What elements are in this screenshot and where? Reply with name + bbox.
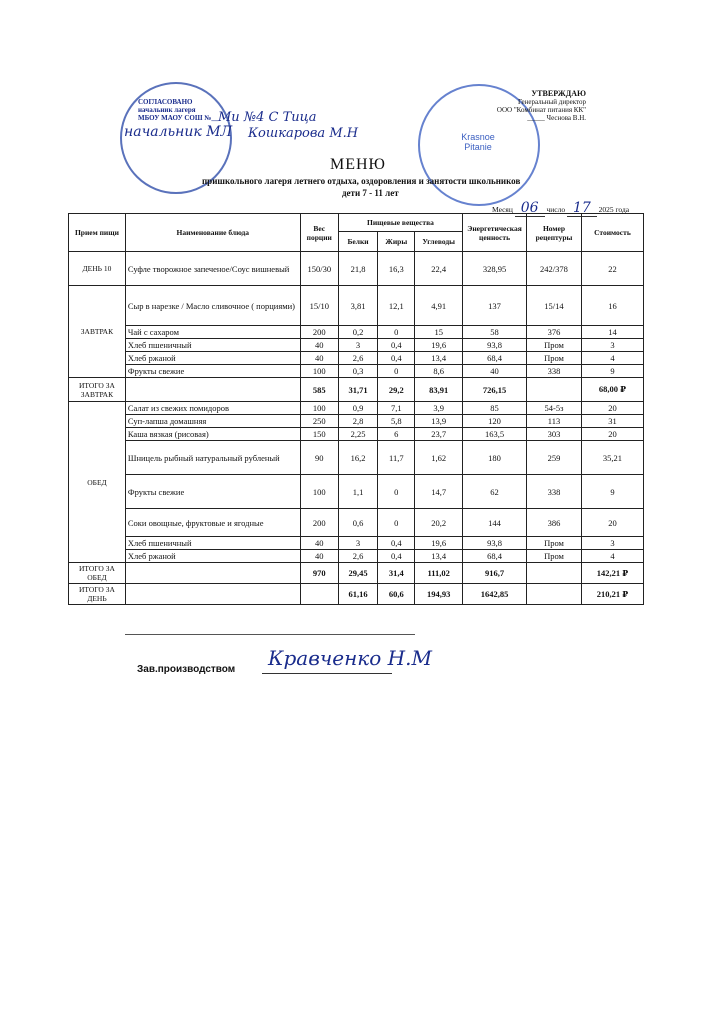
empty-cell bbox=[125, 378, 300, 402]
dish-weight: 150 bbox=[300, 428, 338, 441]
total-recipe bbox=[527, 584, 582, 605]
dish-carbs: 13,9 bbox=[415, 415, 463, 428]
dish-energy: 137 bbox=[462, 286, 526, 326]
dish-price: 4 bbox=[581, 352, 643, 365]
dish-carbs: 13,4 bbox=[415, 550, 463, 563]
dish-fat: 0,4 bbox=[378, 550, 415, 563]
dish-fat: 0 bbox=[378, 509, 415, 537]
dish-recipe: 303 bbox=[527, 428, 582, 441]
dish-energy: 120 bbox=[462, 415, 526, 428]
dish-energy: 93,8 bbox=[462, 339, 526, 352]
day-label: число bbox=[546, 205, 566, 214]
dish-protein: 2,6 bbox=[338, 550, 377, 563]
dish-name: Суп-лапша домашняя bbox=[125, 415, 300, 428]
lunch-label: ОБЕД bbox=[69, 402, 126, 563]
dish-recipe: 15/14 bbox=[527, 286, 582, 326]
dish-name: Хлеб ржаной bbox=[125, 352, 300, 365]
dish-carbs: 23,7 bbox=[415, 428, 463, 441]
dish-protein: 0,2 bbox=[338, 326, 377, 339]
empty-cell bbox=[125, 563, 300, 584]
footer-signature: Кравченко Н.М bbox=[268, 646, 432, 670]
right-stamp-text bbox=[436, 90, 586, 122]
dish-energy: 328,95 bbox=[462, 252, 526, 286]
signature-line bbox=[262, 673, 392, 674]
dish-fat: 0 bbox=[378, 326, 415, 339]
left-stamp-line-2: начальник лагеря bbox=[138, 106, 196, 114]
dish-recipe: 259 bbox=[527, 441, 582, 475]
dish-fat: 0,4 bbox=[378, 339, 415, 352]
menu-table bbox=[68, 213, 644, 605]
table-row bbox=[69, 415, 644, 428]
right-stamp-line-1: УТВЕРЖДАЮ bbox=[531, 89, 586, 98]
dish-weight: 100 bbox=[300, 475, 338, 509]
dish-price: 3 bbox=[581, 339, 643, 352]
dish-carbs: 19,6 bbox=[415, 537, 463, 550]
dish-weight: 40 bbox=[300, 537, 338, 550]
dish-fat: 0,4 bbox=[378, 537, 415, 550]
dish-fat: 12,1 bbox=[378, 286, 415, 326]
year-label: 2025 года bbox=[598, 205, 630, 214]
total-energy: 916,7 bbox=[462, 563, 526, 584]
dish-protein: 1,1 bbox=[338, 475, 377, 509]
dish-price: 9 bbox=[581, 365, 643, 378]
total-protein: 29,45 bbox=[338, 563, 377, 584]
dish-recipe: Пром bbox=[527, 352, 582, 365]
table-row bbox=[69, 286, 644, 326]
dish-carbs: 15 bbox=[415, 326, 463, 339]
day-label-cell: ДЕНЬ 10 bbox=[69, 252, 126, 286]
dish-name: Фрукты свежие bbox=[125, 365, 300, 378]
total-weight bbox=[300, 584, 338, 605]
approval-stamp-left-text bbox=[138, 98, 228, 122]
dish-price: 35,21 bbox=[581, 441, 643, 475]
dish-name: Хлеб ржаной bbox=[125, 550, 300, 563]
dish-protein: 3 bbox=[338, 537, 377, 550]
month-label: Месяц bbox=[492, 205, 513, 214]
dish-protein: 0,3 bbox=[338, 365, 377, 378]
dish-name: Хлеб пшеничный bbox=[125, 339, 300, 352]
left-stamp-handwriting-1: начальник МЛ bbox=[124, 124, 233, 140]
table-row-breakfast-total bbox=[69, 378, 644, 402]
total-protein: 61,16 bbox=[338, 584, 377, 605]
dish-carbs: 4,91 bbox=[415, 286, 463, 326]
dish-energy: 93,8 bbox=[462, 537, 526, 550]
dish-fat: 6 bbox=[378, 428, 415, 441]
right-stamp-line-2: Генеральный директор bbox=[518, 98, 586, 106]
day-value: 17 bbox=[567, 200, 597, 217]
dish-energy: 58 bbox=[462, 326, 526, 339]
table-row bbox=[69, 428, 644, 441]
total-price: 142,21 ₽ bbox=[581, 563, 643, 584]
header-energy: Энергетическая ценность bbox=[462, 214, 526, 252]
page-title: МЕНЮ bbox=[330, 156, 386, 173]
right-stamp-line-3: ООО "Комбинат питания КК" bbox=[496, 106, 586, 114]
table-row bbox=[69, 537, 644, 550]
dish-carbs: 1,62 bbox=[415, 441, 463, 475]
dish-price: 9 bbox=[581, 475, 643, 509]
dish-price: 16 bbox=[581, 286, 643, 326]
dish-price: 20 bbox=[581, 509, 643, 537]
dish-name: Фрукты свежие bbox=[125, 475, 300, 509]
dish-price: 31 bbox=[581, 415, 643, 428]
dish-fat: 7,1 bbox=[378, 402, 415, 415]
dish-fat: 0 bbox=[378, 475, 415, 509]
header-dish: Наименование блюда bbox=[125, 214, 300, 252]
dish-weight: 90 bbox=[300, 441, 338, 475]
day-total-label: ИТОГО ЗА ДЕНЬ bbox=[69, 584, 126, 605]
dish-name: Салат из свежих помидоров bbox=[125, 402, 300, 415]
dish-weight: 40 bbox=[300, 352, 338, 365]
dish-carbs: 20,2 bbox=[415, 509, 463, 537]
total-price: 210,21 ₽ bbox=[581, 584, 643, 605]
dish-protein: 0,6 bbox=[338, 509, 377, 537]
dish-energy: 144 bbox=[462, 509, 526, 537]
total-energy: 1642,85 bbox=[462, 584, 526, 605]
dish-name: Шницель рыбный натуральный рубленый bbox=[125, 441, 300, 475]
total-price: 68,00 ₽ bbox=[581, 378, 643, 402]
dish-price: 22 bbox=[581, 252, 643, 286]
header-fat: Жиры bbox=[378, 232, 415, 252]
dish-weight: 15/10 bbox=[300, 286, 338, 326]
total-carbs: 83,91 bbox=[415, 378, 463, 402]
table-row-day bbox=[69, 252, 644, 286]
dish-recipe: 376 bbox=[527, 326, 582, 339]
table-row-lunch-total bbox=[69, 563, 644, 584]
dish-recipe: 338 bbox=[527, 365, 582, 378]
dish-recipe: Пром bbox=[527, 550, 582, 563]
dish-fat: 16,3 bbox=[378, 252, 415, 286]
right-stamp-line-4: _____ Чеснова В.Н. bbox=[527, 114, 586, 122]
seal-center-text: Krasnoe Pitanie bbox=[461, 132, 495, 152]
dish-energy: 62 bbox=[462, 475, 526, 509]
left-stamp-handwriting-top: Ми №4 С Тица bbox=[218, 110, 317, 125]
total-recipe bbox=[527, 378, 582, 402]
total-carbs: 111,02 bbox=[415, 563, 463, 584]
dish-weight: 100 bbox=[300, 402, 338, 415]
dish-price: 14 bbox=[581, 326, 643, 339]
left-stamp-handwriting-2: Кошкарова М.Н bbox=[248, 126, 359, 141]
dish-protein: 3,81 bbox=[338, 286, 377, 326]
dish-name: Чай с сахаром bbox=[125, 326, 300, 339]
dish-weight: 40 bbox=[300, 550, 338, 563]
dish-recipe: Пром bbox=[527, 339, 582, 352]
dish-recipe: 242/378 bbox=[527, 252, 582, 286]
dish-protein: 16,2 bbox=[338, 441, 377, 475]
dish-protein: 2,8 bbox=[338, 415, 377, 428]
dish-recipe: 113 bbox=[527, 415, 582, 428]
breakfast-label: ЗАВТРАК bbox=[69, 286, 126, 378]
footer-rule bbox=[125, 634, 415, 635]
dish-name: Хлеб пшеничный bbox=[125, 537, 300, 550]
table-row bbox=[69, 475, 644, 509]
table-row-day-total bbox=[69, 584, 644, 605]
table-row bbox=[69, 509, 644, 537]
dish-price: 4 bbox=[581, 550, 643, 563]
dish-energy: 68,4 bbox=[462, 550, 526, 563]
breakfast-total-label: ИТОГО ЗА ЗАВТРАК bbox=[69, 378, 126, 402]
left-stamp-line-1: СОГЛАСОВАНО bbox=[138, 98, 193, 106]
header-carbs: Углеводы bbox=[415, 232, 463, 252]
page-subtitle-2: дети 7 - 11 лет bbox=[342, 188, 399, 198]
dish-carbs: 19,6 bbox=[415, 339, 463, 352]
dish-energy: 85 bbox=[462, 402, 526, 415]
dish-energy: 180 bbox=[462, 441, 526, 475]
table-row bbox=[69, 550, 644, 563]
dish-recipe: 54-5з bbox=[527, 402, 582, 415]
dish-carbs: 3,9 bbox=[415, 402, 463, 415]
dish-energy: 40 bbox=[462, 365, 526, 378]
dish-carbs: 14,7 bbox=[415, 475, 463, 509]
table-row bbox=[69, 402, 644, 415]
dish-recipe: 338 bbox=[527, 475, 582, 509]
dish-protein: 2,25 bbox=[338, 428, 377, 441]
dish-fat: 0 bbox=[378, 365, 415, 378]
total-fat: 31,4 bbox=[378, 563, 415, 584]
dish-protein: 21,8 bbox=[338, 252, 377, 286]
dish-recipe: Пром bbox=[527, 537, 582, 550]
dish-weight: 100 bbox=[300, 365, 338, 378]
page-subtitle-1: пришкольного лагеря летнего отдыха, оздоровления и занятости школьников bbox=[202, 176, 521, 186]
dish-weight: 250 bbox=[300, 415, 338, 428]
dish-fat: 0,4 bbox=[378, 352, 415, 365]
header-recipe: Номер рецептуры bbox=[527, 214, 582, 252]
dish-price: 20 bbox=[581, 402, 643, 415]
table-row bbox=[69, 365, 644, 378]
dish-energy: 68,4 bbox=[462, 352, 526, 365]
dish-price: 3 bbox=[581, 537, 643, 550]
total-recipe bbox=[527, 563, 582, 584]
dish-price: 20 bbox=[581, 428, 643, 441]
dish-fat: 5,8 bbox=[378, 415, 415, 428]
total-protein: 31,71 bbox=[338, 378, 377, 402]
table-row bbox=[69, 352, 644, 365]
dish-fat: 11,7 bbox=[378, 441, 415, 475]
total-carbs: 194,93 bbox=[415, 584, 463, 605]
dish-carbs: 22,4 bbox=[415, 252, 463, 286]
dish-name: Сыр в нарезке / Масло сливочное ( порциями) bbox=[125, 286, 300, 326]
dish-weight: 150/30 bbox=[300, 252, 338, 286]
dish-weight: 200 bbox=[300, 326, 338, 339]
total-weight: 970 bbox=[300, 563, 338, 584]
month-value: 06 bbox=[515, 200, 545, 217]
header-price: Стоимость bbox=[581, 214, 643, 252]
total-energy: 726,15 bbox=[462, 378, 526, 402]
dish-energy: 163,5 bbox=[462, 428, 526, 441]
empty-cell bbox=[125, 584, 300, 605]
total-weight: 585 bbox=[300, 378, 338, 402]
table-row bbox=[69, 339, 644, 352]
dish-weight: 40 bbox=[300, 339, 338, 352]
dish-protein: 0,9 bbox=[338, 402, 377, 415]
total-fat: 60,6 bbox=[378, 584, 415, 605]
total-fat: 29,2 bbox=[378, 378, 415, 402]
table-row bbox=[69, 441, 644, 475]
footer-label: Зав.производством bbox=[137, 664, 236, 675]
dish-name: Соки овощные, фруктовые и ягодные bbox=[125, 509, 300, 537]
table-row bbox=[69, 326, 644, 339]
header-protein: Белки bbox=[338, 232, 377, 252]
dish-carbs: 13,4 bbox=[415, 352, 463, 365]
lunch-total-label: ИТОГО ЗА ОБЕД bbox=[69, 563, 126, 584]
dish-carbs: 8,6 bbox=[415, 365, 463, 378]
header-nutrients: Пищевые вещества bbox=[338, 214, 462, 232]
header-weight: Вес порции bbox=[300, 214, 338, 252]
header-meal: Прием пищи bbox=[69, 214, 126, 252]
dish-name: Суфле творожное запеченое/Соус вишневый bbox=[125, 252, 300, 286]
dish-protein: 3 bbox=[338, 339, 377, 352]
dish-weight: 200 bbox=[300, 509, 338, 537]
dish-protein: 2,6 bbox=[338, 352, 377, 365]
dish-name: Каша вязкая (рисовая) bbox=[125, 428, 300, 441]
dish-recipe: 386 bbox=[527, 509, 582, 537]
left-stamp-line-3: МБОУ МАОУ СОШ №__ bbox=[138, 114, 219, 122]
